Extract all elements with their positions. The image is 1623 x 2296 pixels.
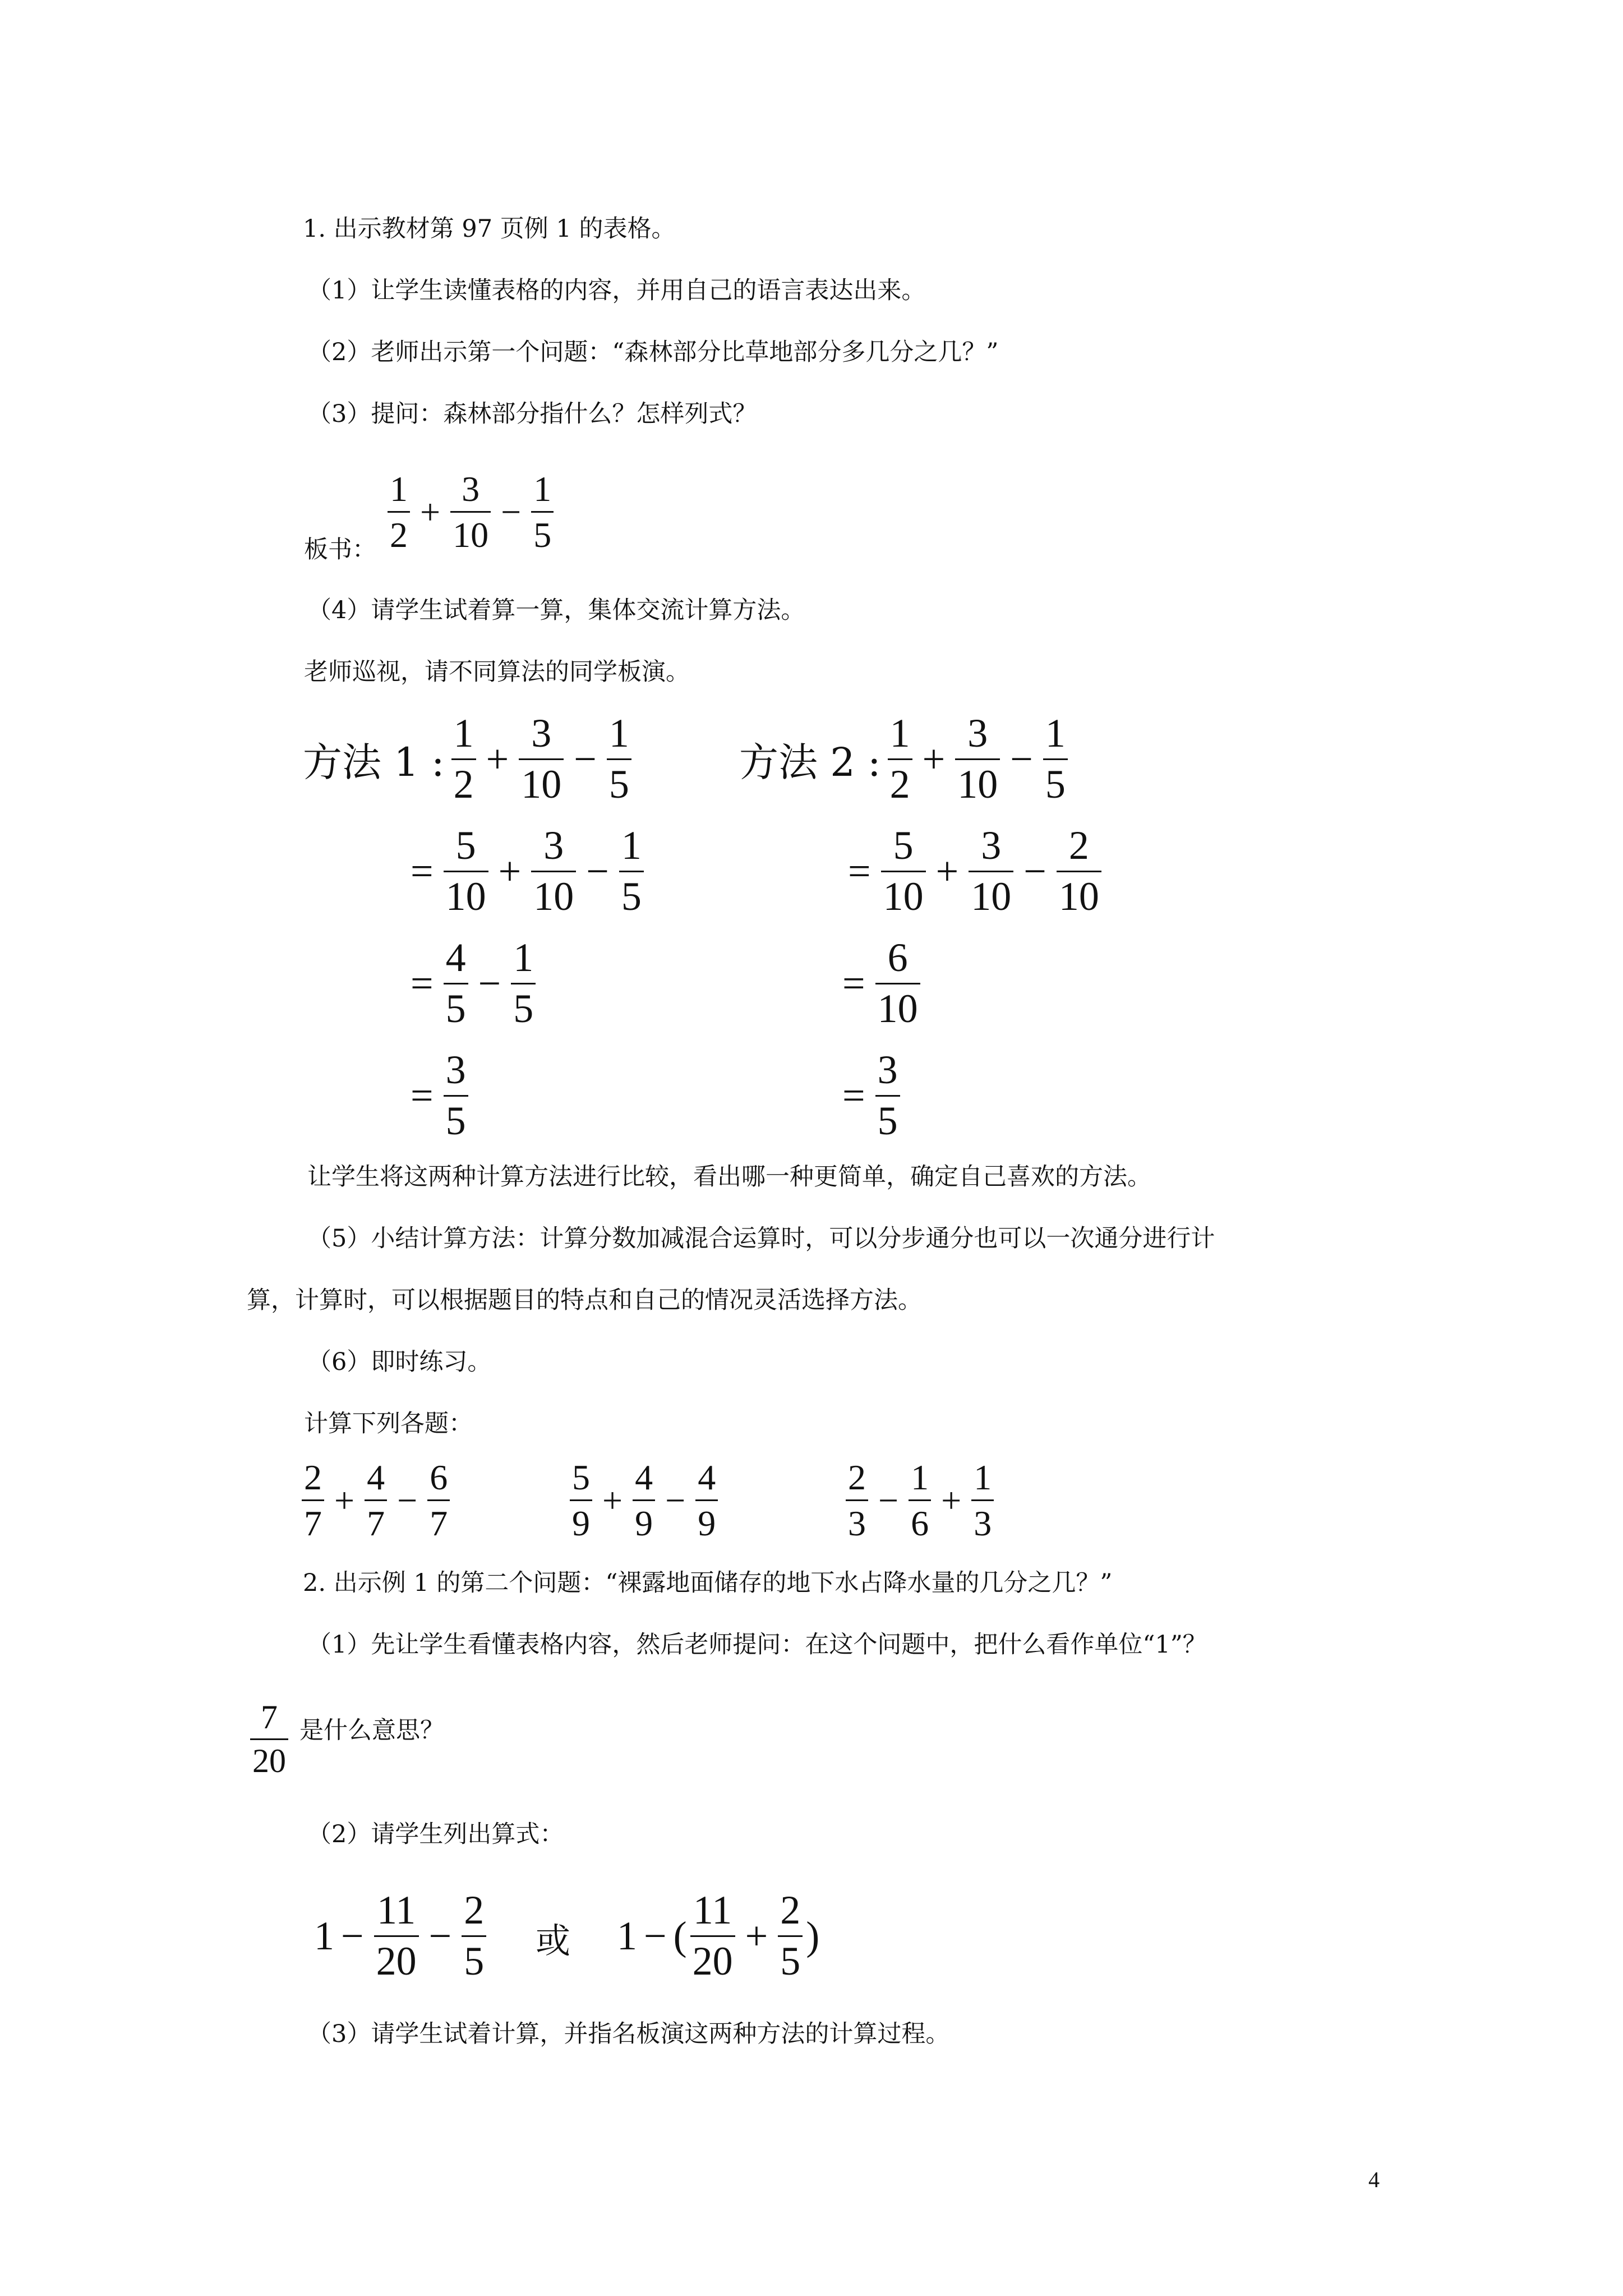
- method1-row4: = $\frac{3}{5}$: [404, 1049, 472, 1142]
- text-line: 老师巡视，请不同算法的同学板演。: [304, 658, 690, 686]
- text-line: 让学生将这两种计算方法进行比较，看出哪一种更简单，确定自己喜欢的方法。: [307, 1163, 1151, 1191]
- fraction: $\frac{4}{9}$: [633, 1458, 655, 1542]
- text-line: 计算下列各题：: [304, 1410, 473, 1438]
- fraction: $\frac{1}{5}$: [531, 470, 554, 554]
- method1-row1: 方法 1 : $\frac{1}{2}$ + $\frac{3}{10}$ − $\frac{1}{5}$: [303, 712, 635, 806]
- fraction: $\frac{1}{5}$: [511, 937, 536, 1030]
- fraction: $\frac{2}{5}$: [462, 1889, 486, 1982]
- text-line: （3）请学生试着计算，并指名板演这两种方法的计算过程。: [307, 2020, 950, 2048]
- fraction: $\frac{5}{10}$: [881, 825, 926, 918]
- text-line: （2）请学生列出算式：: [307, 1820, 564, 1848]
- method2-row4: = $\frac{3}{5}$: [836, 1049, 903, 1142]
- text-line: 1. 出示教材第 97 页例 1 的表格。: [303, 215, 676, 243]
- fraction: $\frac{2}{5}$: [778, 1889, 803, 1982]
- method1-row2: = $\frac{5}{10}$ + $\frac{3}{10}$ − $\frac{1}{5}$: [404, 825, 647, 918]
- page-number: 4: [1368, 2167, 1380, 2192]
- or-label: 或: [536, 1920, 571, 1961]
- fraction: $\frac{1}{5}$: [619, 825, 644, 918]
- text-line: （3）提问：森林部分指什么？怎样列式？: [307, 400, 757, 428]
- method1-row3: = $\frac{4}{5}$ − $\frac{1}{5}$: [404, 937, 539, 1030]
- method2-row3: = $\frac{6}{10}$: [836, 937, 924, 1030]
- equation-banshu: $\frac{1}{2}$ + $\frac{3}{10}$ − $\frac{1}{5}$: [384, 470, 557, 554]
- text-line: （1）让学生读懂表格的内容，并用自己的语言表达出来。: [307, 277, 926, 305]
- text-line: （2）老师出示第一个问题：“森林部分比草地部分多几分之几？”: [307, 338, 999, 366]
- fraction-7-20: [247, 1700, 292, 1779]
- practice-3: $\frac{2}{3}$ − $\frac{1}{6}$ + $\frac{1}{3}$: [842, 1458, 997, 1542]
- fraction: $\frac{1}{6}$: [909, 1458, 931, 1542]
- text-line: 2. 出示例 1 的第二个问题：“裸露地面储存的地下水占降水量的几分之几？”: [303, 1569, 1113, 1597]
- fraction: $\frac{3}{10}$: [955, 712, 1000, 806]
- fraction: $\frac{3}{5}$: [875, 1049, 900, 1142]
- practice-1: $\frac{2}{7}$ + $\frac{4}{7}$ − $\frac{6}{7}$: [298, 1458, 453, 1542]
- text-line-banshu: 板书：: [304, 536, 376, 564]
- text-line: （5）小结计算方法：计算分数加减混合运算时，可以分步通分也可以一次通分进行计: [307, 1225, 1215, 1253]
- fraction: $\frac{4}{7}$: [365, 1458, 387, 1542]
- fraction: $\frac{1}{5}$: [1043, 712, 1068, 806]
- fraction: $\frac{5}{10}$: [444, 825, 488, 918]
- method2-row2: = $\frac{5}{10}$ + $\frac{3}{10}$ − $\frac{2}{10}$: [841, 825, 1105, 918]
- fraction: $\frac{11}{20}$: [690, 1889, 735, 1982]
- practice-2: $\frac{5}{9}$ + $\frac{4}{9}$ − $\frac{4}{9}$: [566, 1458, 721, 1542]
- expression-2: 1 − ( $\frac{11}{20}$ + $\frac{2}{5}$ ): [617, 1888, 820, 1984]
- text-line: 是什么意思？: [299, 1717, 444, 1745]
- fraction: $\frac{2}{7}$: [302, 1458, 324, 1542]
- fraction: $\frac{11}{20}$: [374, 1889, 419, 1982]
- method2-row1: 方法 2 : $\frac{1}{2}$ + $\frac{3}{10}$ − $\frac{1}{5}$: [739, 712, 1071, 806]
- fraction: $\frac{1}{2}$: [388, 470, 410, 554]
- fraction: $\frac{3}{10}$: [519, 712, 564, 806]
- method2-label: 方法 2 :: [739, 739, 881, 785]
- fraction: $\frac{3}{5}$: [444, 1049, 468, 1142]
- method1-label: 方法 1 :: [303, 739, 445, 785]
- text-line: 算，计算时，可以根据题目的特点和自己的情况灵活选择方法。: [247, 1286, 922, 1314]
- fraction: $\frac{5}{9}$: [570, 1458, 592, 1542]
- fraction: $\frac{3}{10}$: [531, 825, 576, 918]
- fraction: $\frac{2}{10}$: [1057, 825, 1101, 918]
- fraction: $\frac{6}{7}$: [427, 1458, 450, 1542]
- fraction: $\frac{6}{10}$: [875, 937, 920, 1030]
- fraction: $\frac{1}{2}$: [888, 712, 912, 806]
- fraction: $\frac{3}{10}$: [450, 470, 491, 554]
- fraction: $\frac{1}{5}$: [607, 712, 631, 806]
- fraction: $\frac{3}{10}$: [969, 825, 1013, 918]
- expression-1: 1 − $\frac{11}{20}$ − $\frac{2}{5}$: [314, 1889, 490, 1982]
- text-line: （1）先让学生看懂表格内容，然后老师提问：在这个问题中，把什么看作单位“1”？: [307, 1631, 1207, 1659]
- fraction: $\frac{1}{3}$: [971, 1458, 994, 1542]
- fraction: $\frac{2}{3}$: [846, 1458, 868, 1542]
- fraction: $\frac{7}{20}$: [250, 1700, 288, 1779]
- text-line: （4）请学生试着算一算，集体交流计算方法。: [307, 596, 805, 624]
- text-line: （6）即时练习。: [307, 1348, 492, 1376]
- fraction: $\frac{4}{5}$: [444, 937, 468, 1030]
- fraction: $\frac{4}{9}$: [695, 1458, 718, 1542]
- fraction: $\frac{1}{2}$: [451, 712, 476, 806]
